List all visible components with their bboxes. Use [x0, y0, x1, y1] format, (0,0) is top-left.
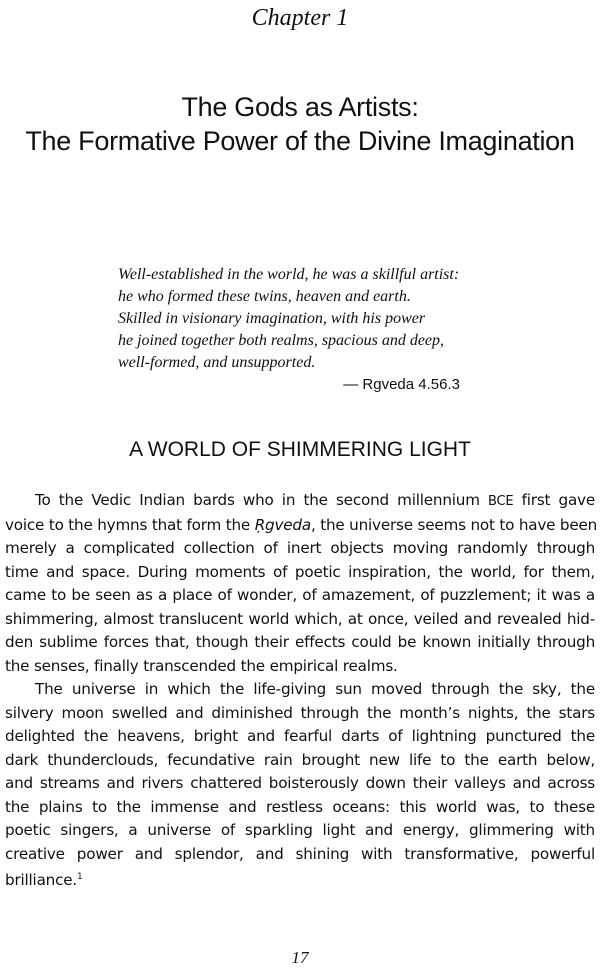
- epigraph-line: Well-established in the world, he was a skillful artist:: [118, 266, 460, 283]
- paragraph-2-line: The universe in which the life-giving sun moved through the sky, the: [35, 680, 595, 698]
- paragraph-2-line: silvery moon swelled and diminished through the month’s nights, the stars: [5, 703, 595, 722]
- text-span: brilliance.: [5, 871, 78, 890]
- paragraph-1-line: [5, 514, 598, 538]
- paragraph-1-line: merely a complicated collection of inert objects moving randomly through: [5, 539, 595, 557]
- paragraph-1-line: time and space. During moments of poetic inspiration, the world, for them,: [5, 562, 595, 581]
- paragraph-2-line: delighted the heavens, bright and fearful darts of lightning punctured the: [5, 727, 595, 745]
- text-span: To the Vedic Indian bards who in the second millennium: [35, 491, 489, 509]
- era-abbreviation: BCE: [488, 494, 514, 509]
- body-text: [5, 489, 598, 893]
- text-span: first gave: [513, 491, 595, 509]
- paragraph-1-line: came to be seen as a place of wonder, of amazement, of puzzlement; it was a: [5, 586, 595, 604]
- epigraph-citation: — Rgveda 4.56.3: [343, 376, 460, 393]
- page-number: 17: [291, 948, 309, 967]
- paragraph-2-line: the plains to the immense and restless oceans: this world was, to these: [5, 797, 595, 816]
- chapter-title-line-2: The Formative Power of the Divine Imagination: [25, 126, 575, 156]
- paragraph-1-line: [5, 489, 595, 514]
- chapter-title: [0, 90, 600, 158]
- paragraph-2-line: and streams and rivers chattered boisterously down their valleys and across: [5, 774, 595, 792]
- epigraph-line: Skilled in visionary imagination, with his power: [118, 310, 426, 327]
- paragraph-2-line: creative power and splendor, and shining with transformative, powerful: [5, 844, 595, 863]
- work-title: Ṛgveda: [254, 515, 311, 534]
- chapter-label: Chapter 1: [251, 5, 349, 31]
- section-heading: A WORLD OF SHIMMERING LIGHT: [129, 438, 471, 461]
- epigraph-line: he joined together both realms, spacious and deep,: [118, 332, 445, 349]
- chapter-title-line-1: The Gods as Artists:: [181, 92, 419, 122]
- paragraph-2-line: [5, 866, 595, 893]
- paragraph-2-line: dark thunderclouds, fecundative rain brought new life to the earth below,: [5, 750, 595, 769]
- text-span: , the universe seems not to have been: [310, 515, 598, 534]
- footnote-marker[interactable]: 1: [77, 872, 83, 882]
- paragraph-1-line: the senses, finally transcended the empirical realms.: [5, 656, 398, 675]
- epigraph: [118, 264, 518, 396]
- epigraph-line: well-formed, and unsupported.: [118, 354, 316, 371]
- text-span: voice to the hymns that form the: [5, 515, 255, 534]
- paragraph-1-line: den sublime forces that, though their effects could be known initially through: [5, 633, 595, 651]
- paragraph-1-line: shimmering, almost translucent world which, at once, veiled and revealed hid-: [5, 609, 595, 628]
- paragraph-2-line: poetic singers, a universe of sparkling light and energy, glimmering with: [5, 821, 595, 839]
- epigraph-line: he who formed these twins, heaven and earth.: [118, 288, 411, 305]
